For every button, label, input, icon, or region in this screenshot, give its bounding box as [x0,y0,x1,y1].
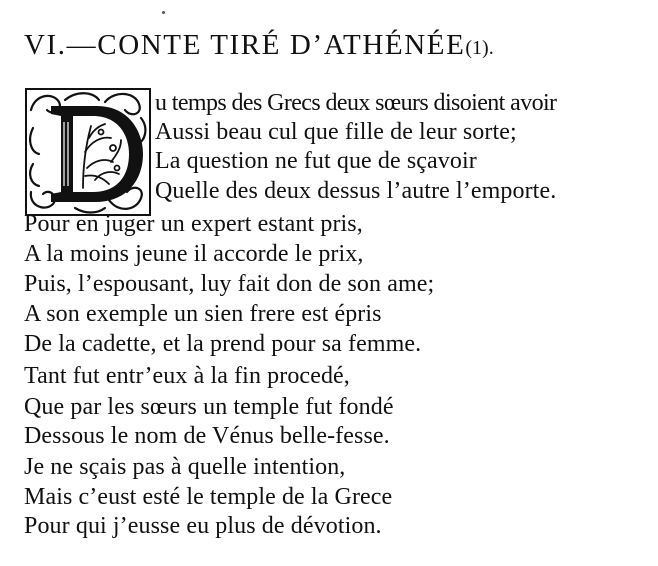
poem-line: Quelle des deux dessus l’autre l’emporte. [155,178,557,204]
poem-line: u temps des Grecs deux sœurs disoient avoir [155,90,557,116]
poem-line: Aussi beau cul que fille de leur sorte; [155,119,517,145]
poem-line: A la moins jeune il accorde le prix, [24,241,364,267]
poem-line: Mais c’eust esté le temple de la Grece [24,484,393,510]
poem-line: Pour qui j’eusse eu plus de dévotion. [24,513,382,539]
ink-speck [162,11,165,14]
poem-line: Pour en juger un expert estant pris, [24,211,363,237]
footnote-marker: (1). [465,37,494,59]
chapter-title [24,28,494,65]
poem-line: A son exemple un sien frere est épris [24,301,382,327]
poem-line: Puis, l’espousant, luy fait don de son ame; [24,271,435,297]
ornamental-foliage-initial-icon [25,88,151,216]
poem-line: Que par les sœurs un temple fut fondé [24,394,394,420]
poem-line: La question ne fut que de sçavoir [155,148,477,174]
poem-line: Dessous le nom de Vénus belle-fesse. [24,423,390,449]
poem-line: De la cadette, et la prend pour sa femme. [24,331,422,357]
chapter-title-text: VI.—CONTE TIRÉ D’ATHÉNÉE [24,29,466,61]
ornamental-initial [25,88,151,216]
poem-line: Je ne sçais pas à quelle intention, [24,454,346,480]
poem-line: Tant fut entr’eux à la fin procedé, [24,363,350,389]
